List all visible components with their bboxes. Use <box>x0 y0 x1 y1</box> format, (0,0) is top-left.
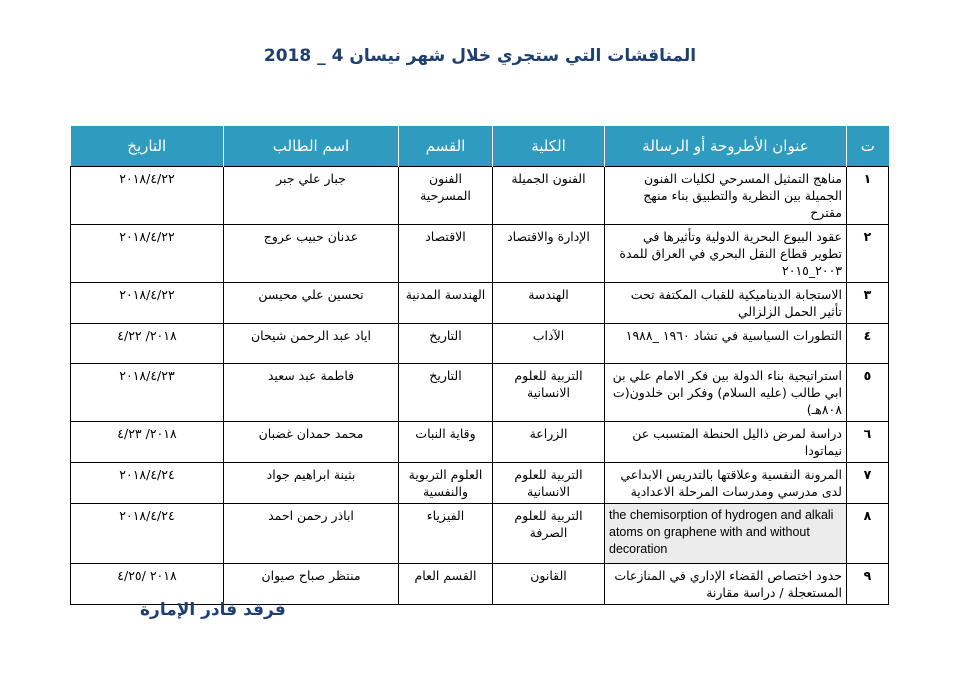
header-college: الكلية <box>493 126 605 167</box>
date: ٢٠١٨/ ٤/٢٣ <box>71 422 224 463</box>
table-row <box>71 167 889 225</box>
student-name: اياد عبد الرحمن شيحان <box>224 324 399 364</box>
thesis-title: مناهج التمثيل المسرحي لكليات الفنون الجميلة بين النظرية والتطبيق بناء منهج مقترح <box>605 167 847 225</box>
date: ٢٠١٨/٤/٢٤ <box>71 504 224 564</box>
student-name: عدنان حبيب عروج <box>224 225 399 283</box>
table-row <box>71 504 889 564</box>
thesis-title: استراتيجية بناء الدولة بين فكر الامام علي بن ابي طالب (عليه السلام) وفكر ابن خلدون(ت ٨٠٨هـ) <box>605 364 847 422</box>
signature: فرقد قادر الإمارة <box>140 600 286 620</box>
college: الزراعة <box>493 422 605 463</box>
row-number: ٤ <box>847 324 889 364</box>
college: الفنون الجميلة <box>493 167 605 225</box>
thesis-title: الاستجابة الديناميكية للقباب المكتفة تحت تأثير الحمل الزلزالي <box>605 283 847 324</box>
department: وقاية النبات <box>399 422 493 463</box>
department: القسم العام <box>399 564 493 605</box>
table-row <box>71 225 889 283</box>
table-row <box>71 564 889 605</box>
row-number: ١ <box>847 167 889 225</box>
college: الهندسة <box>493 283 605 324</box>
student-name: منتظر صباح صيوان <box>224 564 399 605</box>
student-name: فاطمة عبد سعيد <box>224 364 399 422</box>
college: التربية للعلوم الانسانية <box>493 364 605 422</box>
table-row <box>71 364 889 422</box>
thesis-title: the chemisorption of hydrogen and alkali atoms on graphene with and without decoration <box>605 504 847 564</box>
department: التاريخ <box>399 364 493 422</box>
row-number: ٧ <box>847 463 889 504</box>
department: التاريخ <box>399 324 493 364</box>
date: ٢٠١٨ /٤/٢٥ <box>71 564 224 605</box>
college: التربية للعلوم الصرفة <box>493 504 605 564</box>
header-num: ت <box>847 126 889 167</box>
table-row <box>71 283 889 324</box>
row-number: ٣ <box>847 283 889 324</box>
header-dept: القسم <box>399 126 493 167</box>
header-date: التاريخ <box>71 126 224 167</box>
college: الآداب <box>493 324 605 364</box>
row-number: ٩ <box>847 564 889 605</box>
header-student: اسم الطالب <box>224 126 399 167</box>
row-number: ٥ <box>847 364 889 422</box>
student-name: محمد حمدان غضبان <box>224 422 399 463</box>
table-header-row <box>71 126 889 167</box>
department: العلوم التربوية والنفسية <box>399 463 493 504</box>
department: الفيزياء <box>399 504 493 564</box>
college: التربية للعلوم الانسانية <box>493 463 605 504</box>
date: ٢٠١٨/ ٤/٢٢ <box>71 324 224 364</box>
table-row <box>71 463 889 504</box>
student-name: اباذر رحمن احمد <box>224 504 399 564</box>
table-row <box>71 324 889 364</box>
thesis-title: المرونة النفسية وعلاقتها بالتدريس الابداعي لدى مدرسي ومدرسات المرحلة الاعدادية <box>605 463 847 504</box>
date: ٢٠١٨/٤/٢٢ <box>71 167 224 225</box>
student-name: جبار علي جبر <box>224 167 399 225</box>
row-number: ٨ <box>847 504 889 564</box>
college: الإدارة والاقتصاد <box>493 225 605 283</box>
row-number: ٢ <box>847 225 889 283</box>
student-name: تحسين علي محيسن <box>224 283 399 324</box>
student-name: بثينة ابراهيم جواد <box>224 463 399 504</box>
date: ٢٠١٨/٤/٢٢ <box>71 225 224 283</box>
table-row <box>71 422 889 463</box>
date: ٢٠١٨/٤/٢٤ <box>71 463 224 504</box>
date: ٢٠١٨/٤/٢٢ <box>71 283 224 324</box>
thesis-title: حدود اختصاص القضاء الإداري في المنازعات المستعجلة / دراسة مقارنة <box>605 564 847 605</box>
college: القانون <box>493 564 605 605</box>
date: ٢٠١٨/٤/٢٣ <box>71 364 224 422</box>
department: الهندسة المدنية <box>399 283 493 324</box>
department: الفنون المسرحية <box>399 167 493 225</box>
thesis-title: التطورات السياسية في تشاد ١٩٦٠ _١٩٨٨ <box>605 324 847 364</box>
header-thesis: عنوان الأطروحة أو الرسالة <box>605 126 847 167</box>
row-number: ٦ <box>847 422 889 463</box>
department: الاقتصاد <box>399 225 493 283</box>
page-title: المناقشات التي ستجري خلال شهر نيسان 4 _ 2018 <box>263 46 697 66</box>
discussions-table <box>70 126 889 605</box>
thesis-title: دراسة لمرض ذاليل الحنطة المتسبب عن نيماتودا <box>605 422 847 463</box>
thesis-title: عقود البيوع البحرية الدولية وتأثيرها في تطوير قطاع النقل البحري في العراق للمدة ٢٠٠٣_٢٠١٥ <box>605 225 847 283</box>
